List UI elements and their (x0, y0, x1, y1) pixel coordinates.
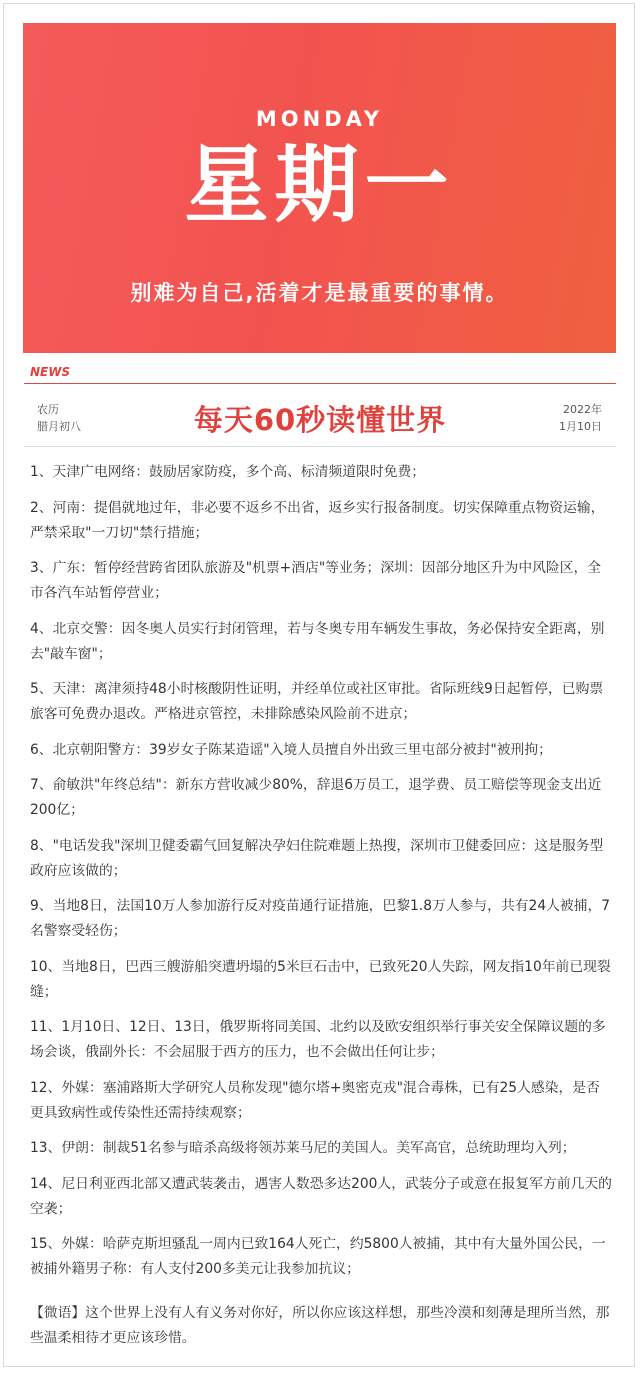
banner-day-english: MONDAY (255, 107, 384, 131)
news-item: 5、天津：离津须持48小时核酸阴性证明，并经单位或社区审批。省际班线9日起暂停，已购票旅客可免费办退改。严格进京管控，未排除感染风险前不进京； (30, 681, 604, 722)
news-item: 8、"电话发我"深圳卫健委霸气回复解决孕妇住院难题上热搜，深圳市卫健委回应：这是服务型政府应该做的； (30, 837, 604, 879)
news-list (30, 460, 612, 1293)
news-item: 13、伊朗：制裁51名参与暗杀高级将领苏莱马尼的美国人。美军高官，总统助理均入列； (30, 1140, 576, 1156)
news-item: 4、北京交警：因冬奥人员实行封闭管理，若与冬奥专用车辆发生事故，务必保持安全距离，别去"敲车窗"； (30, 620, 605, 662)
news-item: 3、广东：暂停经营跨省团队旅游及"机票+酒店"等业务；深圳：因部分地区升为中风险区，全市各汽车站暂停营业； (30, 560, 602, 601)
date-label: 1月10日 (559, 420, 602, 433)
news-item: 14、尼日利亚西北部又遭武装袭击，遇害人数恐多达200人，武装分子或意在报复军方前几天的空袭； (30, 1175, 612, 1217)
news-label: NEWS (30, 365, 71, 379)
news-item: 9、当地8日，法国10万人参加游行反对疫苗通行证措施，巴黎1.8万人参与，共有24人被捕，7名警察受轻伤； (30, 898, 611, 939)
title-divider (24, 446, 616, 447)
news-item: 12、外媒：塞浦路斯大学研究人员称发现"德尔塔+奥密克戎"混合毒株，已有25人感染，是否更具致病性或传染性还需持续观察； (30, 1079, 600, 1121)
news-item: 1、天津广电网络：鼓励居家防疫，多个高、标清频道限时免费； (30, 464, 426, 480)
news-item: 6、北京朝阳警方：39岁女子陈某造谣"入境人员擅自外出致三里屯部分被封"被刑拘； (30, 741, 552, 758)
news-item: 2、河南：提倡就地过年，非必要不返乡不出省，返乡实行报备制度。切实保障重点物资运输，严禁采取"一刀切"禁行措施； (30, 499, 605, 541)
lunar-date: 腊月初八 (37, 420, 81, 433)
news-item: 11、1月10日、12日、13日，俄罗斯将同美国、北约以及欧安组织举行事关安全保障议题的多场会谈，俄副外长：不会屈服于西方的压力，也不会做出任何让步； (30, 1019, 606, 1060)
lunar-label: 农历 (37, 403, 59, 416)
page-title: 每天60秒读懂世界 (193, 403, 447, 437)
news-item: 15、外媒：哈萨克斯坦骚乱一周内已致164人死亡，约5800人被捕，其中有大量外国公民，一被捕外籍男子称：有人支付200多美元让我参加抗议； (30, 1236, 606, 1277)
banner-day-chinese: 星期一 (184, 136, 455, 234)
daily-quote: 【微语】这个世界上没有人有义务对你好，所以你应该这样想，那些冷漠和刻薄是理所当然，那些温柔相待才更应该珍惜。 (30, 1305, 610, 1346)
news-item: 7、俞敏洪"年终总结"：新东方营收减少80%，辞退6万员工，退学费、员工赔偿等现金支出近200亿； (30, 777, 602, 818)
banner-slogan: 别难为自己,活着才是最重要的事情。 (130, 281, 509, 305)
banner (23, 23, 616, 353)
news-item: 10、当地8日，巴西三艘游船突遭坍塌的5米巨石击中，已致死20人失踪，网友指10年前已现裂缝； (30, 958, 611, 1000)
news-divider (24, 383, 616, 384)
year-label: 2022年 (563, 403, 602, 416)
